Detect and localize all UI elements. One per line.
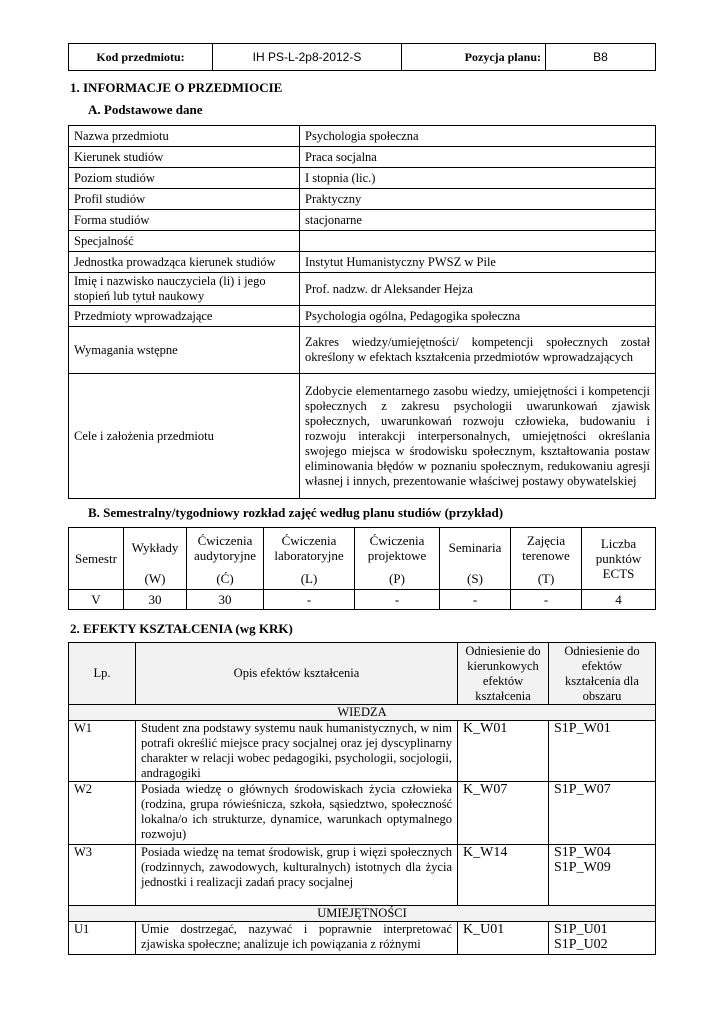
- obszar-cell: S1P_U01 S1P_U02: [549, 922, 656, 955]
- row-value: Praca socjalna: [300, 147, 656, 168]
- obszar-cell: S1P_W01: [549, 721, 656, 782]
- row-label: Jednostka prowadząca kierunek studiów: [69, 252, 300, 273]
- row-value: I stopnia (lic.): [300, 168, 656, 189]
- outcomes-table: [68, 642, 656, 955]
- ects-header: Liczba punktów ECTS: [582, 528, 656, 590]
- row-label: Wymagania wstępne: [69, 327, 300, 374]
- row-label: Specjalność: [69, 231, 300, 252]
- desc-header: Opis efektów kształcenia: [136, 643, 458, 705]
- row-value: Zdobycie elementarnego zasobu wiedzy, umiejętności i kompetencji społecznych z zakresu psychologii uwarunkowań zjawisk społecznych, uwarunkowań rozwoju człowieka, budowaniu i rozwoju interakcji interpersonalnych, umiejętności określania swojego miejsca w środowisku społecznym, kształtowania postaw eliminowania błędów w poznaniu społecznym, redukowaniu agresji własnej i innych, prezentowanie właściwej postawy obywatelskiej: [300, 374, 656, 499]
- row-value: Zakres wiedzy/umiejętności/ kompetencji społecznych został określony w efektach kształcenia przedmiotów wprowadzających: [300, 327, 656, 374]
- col-abbr: (P): [355, 568, 440, 590]
- col-header: Wykłady: [124, 528, 187, 568]
- cell: -: [264, 590, 355, 610]
- obszar-cell: S1P_W07: [549, 782, 656, 845]
- course-code-value: IH PS-L-2p8-2012-S: [213, 44, 402, 71]
- section-2-title: 2. EFEKTY KSZTAŁCENIA (wg KRK): [70, 621, 293, 636]
- desc-cell: Posiada wiedzę o głównych środowiskach życia człowieka (rodzina, grupa rówieśnicza, szkoła, sąsiedztwo, społeczność lokalna/o ich strukturze, dynamice, warunkach optymalnego rozwoju): [136, 782, 458, 845]
- obszar-cell: S1P_W04 S1P_W09: [549, 845, 656, 906]
- plan-position-value: B8: [546, 44, 656, 71]
- row-value: Psychologia społeczna: [300, 126, 656, 147]
- row-value: Instytut Humanistyczny PWSZ w Pile: [300, 252, 656, 273]
- desc-cell: Student zna podstawy systemu nauk humanistycznych, w nim potrafi określić miejsce pracy socjalnej oraz jej dyscyplinarny charakter w relacji wobec pedagogiki, psychologii, socjologii, andragogiki: [136, 721, 458, 782]
- row-label: Cele i założenia przedmiotu: [69, 374, 300, 499]
- row-label: Nazwa przedmiotu: [69, 126, 300, 147]
- col-abbr: (T): [511, 568, 582, 590]
- col-abbr: (L): [264, 568, 355, 590]
- row-value: Psychologia ogólna, Pedagogika społeczna: [300, 306, 656, 327]
- lp-cell: W2: [69, 782, 136, 845]
- cell: 4: [582, 590, 656, 610]
- course-code-label: Kod przedmiotu:: [69, 44, 213, 71]
- desc-cell: Umie dostrzegać, nazywać i poprawnie interpretować zjawiska społeczne; analizuje ich powiązania z różnymi: [136, 922, 458, 955]
- lp-cell: U1: [69, 922, 136, 955]
- desc-cell: Posiada wiedzę na temat środowisk, grup i więzi społecznych (rodzinnych, zawodowych, kulturalnych) istotnych dla życia jednostki i realizacji zadań pracy socjalnej: [136, 845, 458, 906]
- kier-cell: K_W01: [458, 721, 549, 782]
- kier-cell: K_W14: [458, 845, 549, 906]
- row-label: Przedmioty wprowadzające: [69, 306, 300, 327]
- schedule-table: [68, 527, 656, 610]
- lp-cell: W3: [69, 845, 136, 906]
- cell: 30: [187, 590, 264, 610]
- section-b-title: B. Semestralny/tygodniowy rozkład zajęć według planu studiów (przykład): [88, 505, 504, 520]
- col-abbr: (S): [440, 568, 511, 590]
- section-wiedza: WIEDZA: [69, 705, 656, 721]
- col-header: Zajęcia terenowe: [511, 528, 582, 568]
- row-value: stacjonarne: [300, 210, 656, 231]
- cell: 30: [124, 590, 187, 610]
- kier-header: Odniesienie do kierunkowych efektów kształcenia: [458, 643, 549, 705]
- cell: -: [440, 590, 511, 610]
- col-header: Ćwiczenia projektowe: [355, 528, 440, 568]
- section-1-title: 1. INFORMACJE O PRZEDMIOCIE: [70, 80, 283, 95]
- lp-cell: W1: [69, 721, 136, 782]
- col-header: Ćwiczenia audytoryjne: [187, 528, 264, 568]
- col-header: Seminaria: [440, 528, 511, 568]
- row-label: Poziom studiów: [69, 168, 300, 189]
- plan-position-label: Pozycja planu:: [402, 44, 546, 71]
- row-value: Praktyczny: [300, 189, 656, 210]
- row-label: Kierunek studiów: [69, 147, 300, 168]
- kier-cell: K_U01: [458, 922, 549, 955]
- row-label: Profil studiów: [69, 189, 300, 210]
- col-header: Ćwiczenia laboratoryjne: [264, 528, 355, 568]
- row-label: Imię i nazwisko nauczyciela (li) i jego stopień lub tytuł naukowy: [69, 273, 300, 306]
- lp-header: Lp.: [69, 643, 136, 705]
- col-abbr: (W): [124, 568, 187, 590]
- basic-data-table: [68, 125, 656, 499]
- section-a-title: A. Podstawowe dane: [88, 102, 203, 117]
- kier-cell: K_W07: [458, 782, 549, 845]
- cell: V: [69, 590, 124, 610]
- section-umiejetnosci: UMIEJĘTNOŚCI: [69, 906, 656, 922]
- cell: -: [355, 590, 440, 610]
- semester-header: Semestr: [69, 528, 124, 590]
- row-label: Forma studiów: [69, 210, 300, 231]
- course-code-table: [68, 43, 656, 71]
- row-value: Prof. nadzw. dr Aleksander Hejza: [300, 273, 656, 306]
- col-abbr: (Ć): [187, 568, 264, 590]
- obszar-header: Odniesienie do efektów kształcenia dla obszaru: [549, 643, 656, 705]
- row-value: [300, 231, 656, 252]
- cell: -: [511, 590, 582, 610]
